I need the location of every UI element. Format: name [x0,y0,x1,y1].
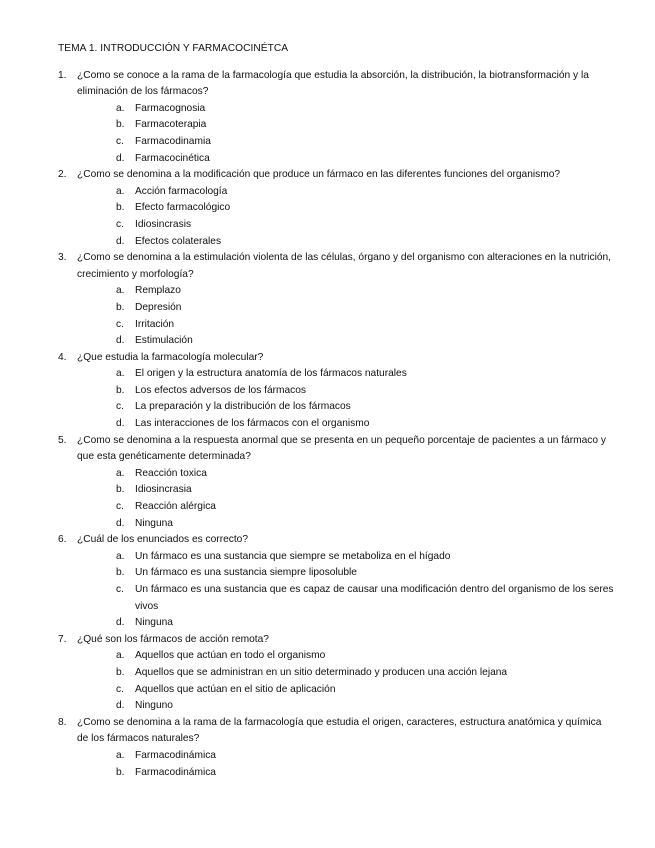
question-text: ¿Como se denomina a la respuesta anormal que se presenta en un pequeño porcentaje de pacientes a un fármaco y que esta genéticamente determinada? [77,434,606,463]
option-text: Farmacocinética [135,152,210,164]
option-text: Las interacciones de los fármacos con el organismo [135,418,370,430]
option-letter: b. [116,202,125,214]
answer-option [116,549,615,566]
option-letter: c. [116,401,124,413]
option-list [77,366,615,432]
answer-option [116,300,615,317]
option-text: Un fármaco es una sustancia que es capaz de causar una modificación dentro del organismo de los seres vivos [135,584,614,612]
option-letter: a. [116,550,125,562]
question-item [58,68,615,168]
answer-option [116,499,615,516]
answer-option [116,482,615,499]
question-number: 1. [58,69,67,81]
option-text: Farmacodinámica [135,766,216,778]
option-text: Farmacoterapia [135,119,207,131]
option-text: Estimulación [135,335,193,347]
answer-option [116,383,615,400]
answer-option [116,748,615,765]
option-letter: a. [116,285,125,297]
option-letter: d. [116,152,125,164]
question-text: ¿Como se denomina a la rama de la farmacología que estudia el origen, caracteres, estructura anatómica y química de los fármacos naturales? [77,716,602,745]
answer-option [116,416,615,433]
question-list [58,68,615,782]
answer-option [116,184,615,201]
option-letter: b. [116,766,125,778]
answer-option [116,582,615,615]
answer-option [116,615,615,632]
answer-option [116,333,615,350]
option-text: Aquellos que se administran en un sitio determinado y producen una acción lejana [135,666,508,678]
option-letter: a. [116,467,125,479]
option-text: Efectos colaterales [135,235,222,247]
question-number: 2. [58,169,67,181]
answer-option [116,366,615,383]
option-text: Farmacodinámica [135,749,216,761]
option-text: Ninguna [135,617,173,629]
question-text: ¿Que estudia la farmacología molecular? [77,351,264,363]
option-text: Los efectos adversos de los fármacos [135,384,307,396]
option-letter: b. [116,567,125,579]
answer-option [116,200,615,217]
option-letter: d. [116,617,125,629]
option-text: Reacción alérgica [135,501,216,513]
question-number: 4. [58,351,67,363]
option-text: Remplazo [135,285,181,297]
option-list [77,466,615,532]
answer-option [116,682,615,699]
option-letter: a. [116,368,125,380]
option-letter: b. [116,301,125,313]
option-letter: b. [116,384,125,396]
option-letter: d. [116,235,125,247]
option-letter: c. [116,318,124,330]
answer-option [116,648,615,665]
option-list [77,748,615,781]
option-letter: d. [116,517,125,529]
option-letter: d. [116,418,125,430]
option-letter: a. [116,650,125,662]
option-letter: c. [116,135,124,147]
option-list [77,184,615,250]
answer-option [116,698,615,715]
answer-option [116,117,615,134]
option-text: Acción farmacología [135,185,228,197]
option-letter: c. [116,501,124,513]
question-number: 8. [58,716,67,728]
option-list [77,283,615,349]
option-text: Aquellos que actúan en el sitio de aplicación [135,683,336,695]
option-letter: b. [116,666,125,678]
question-number: 6. [58,534,67,546]
option-text: Efecto farmacológico [135,202,231,214]
question-text: ¿Como se denomina a la modificación que produce un fármaco en las diferentes funciones del organismo? [77,169,561,181]
option-text: Depresión [135,301,182,313]
option-text: Irritación [135,318,175,330]
answer-option [116,151,615,168]
question-text: ¿Qué son los fármacos de acción remota? [77,633,269,645]
option-list [77,549,615,632]
answer-option [116,234,615,251]
question-item [58,167,615,250]
question-item [58,350,615,433]
option-letter: b. [116,484,125,496]
option-letter: a. [116,749,125,761]
question-item [58,433,615,533]
option-letter: a. [116,102,125,114]
answer-option [116,217,615,234]
option-text: Un fármaco es una sustancia siempre liposoluble [135,567,357,579]
option-text: Farmacodinamia [135,135,211,147]
option-text: Un fármaco es una sustancia que siempre se metaboliza en el hígado [135,550,451,562]
option-list [77,648,615,714]
answer-option [116,765,615,782]
question-text: ¿Como se conoce a la rama de la farmacología que estudia la absorción, la distribución, la biotransformación y la eliminación de los fármacos? [77,69,589,98]
option-text: Idiosincrasis [135,218,192,230]
question-number: 3. [58,252,67,264]
answer-option [116,516,615,533]
option-letter: a. [116,185,125,197]
answer-option [116,399,615,416]
option-text: Idiosincrasia [135,484,192,496]
option-text: Farmacognosia [135,102,206,114]
question-item [58,532,615,632]
option-letter: d. [116,700,125,712]
option-text: Aquellos que actúan en todo el organismo [135,650,326,662]
question-item [58,632,615,715]
answer-option [116,565,615,582]
answer-option [116,466,615,483]
option-text: Reacción toxica [135,467,207,479]
answer-option [116,134,615,151]
option-letter: c. [116,218,124,230]
option-text: El origen y la estructura anatomía de los fármacos naturales [135,368,407,380]
option-letter: c. [116,683,124,695]
answer-option [116,283,615,300]
option-letter: d. [116,335,125,347]
option-letter: b. [116,119,125,131]
option-text: La preparación y la distribución de los fármacos [135,401,351,413]
document-title: TEMA 1. INTRODUCCIÓN Y FARMACOCINÉTCA [58,43,289,54]
option-list [77,101,615,167]
option-letter: c. [116,584,124,595]
question-text: ¿Cuál de los enunciados es correcto? [77,534,249,546]
answer-option [116,101,615,118]
answer-option [116,317,615,334]
question-text: ¿Como se denomina a la estimulación violenta de las células, órgano y del organismo con alteraciones en la nutrición, crecimiento y morfología? [77,252,612,280]
question-number: 7. [58,633,67,645]
question-item [58,250,615,350]
question-item [58,715,615,781]
question-number: 5. [58,434,67,446]
option-text: Ninguna [135,517,173,529]
answer-option [116,665,615,682]
option-text: Ninguno [135,700,173,712]
